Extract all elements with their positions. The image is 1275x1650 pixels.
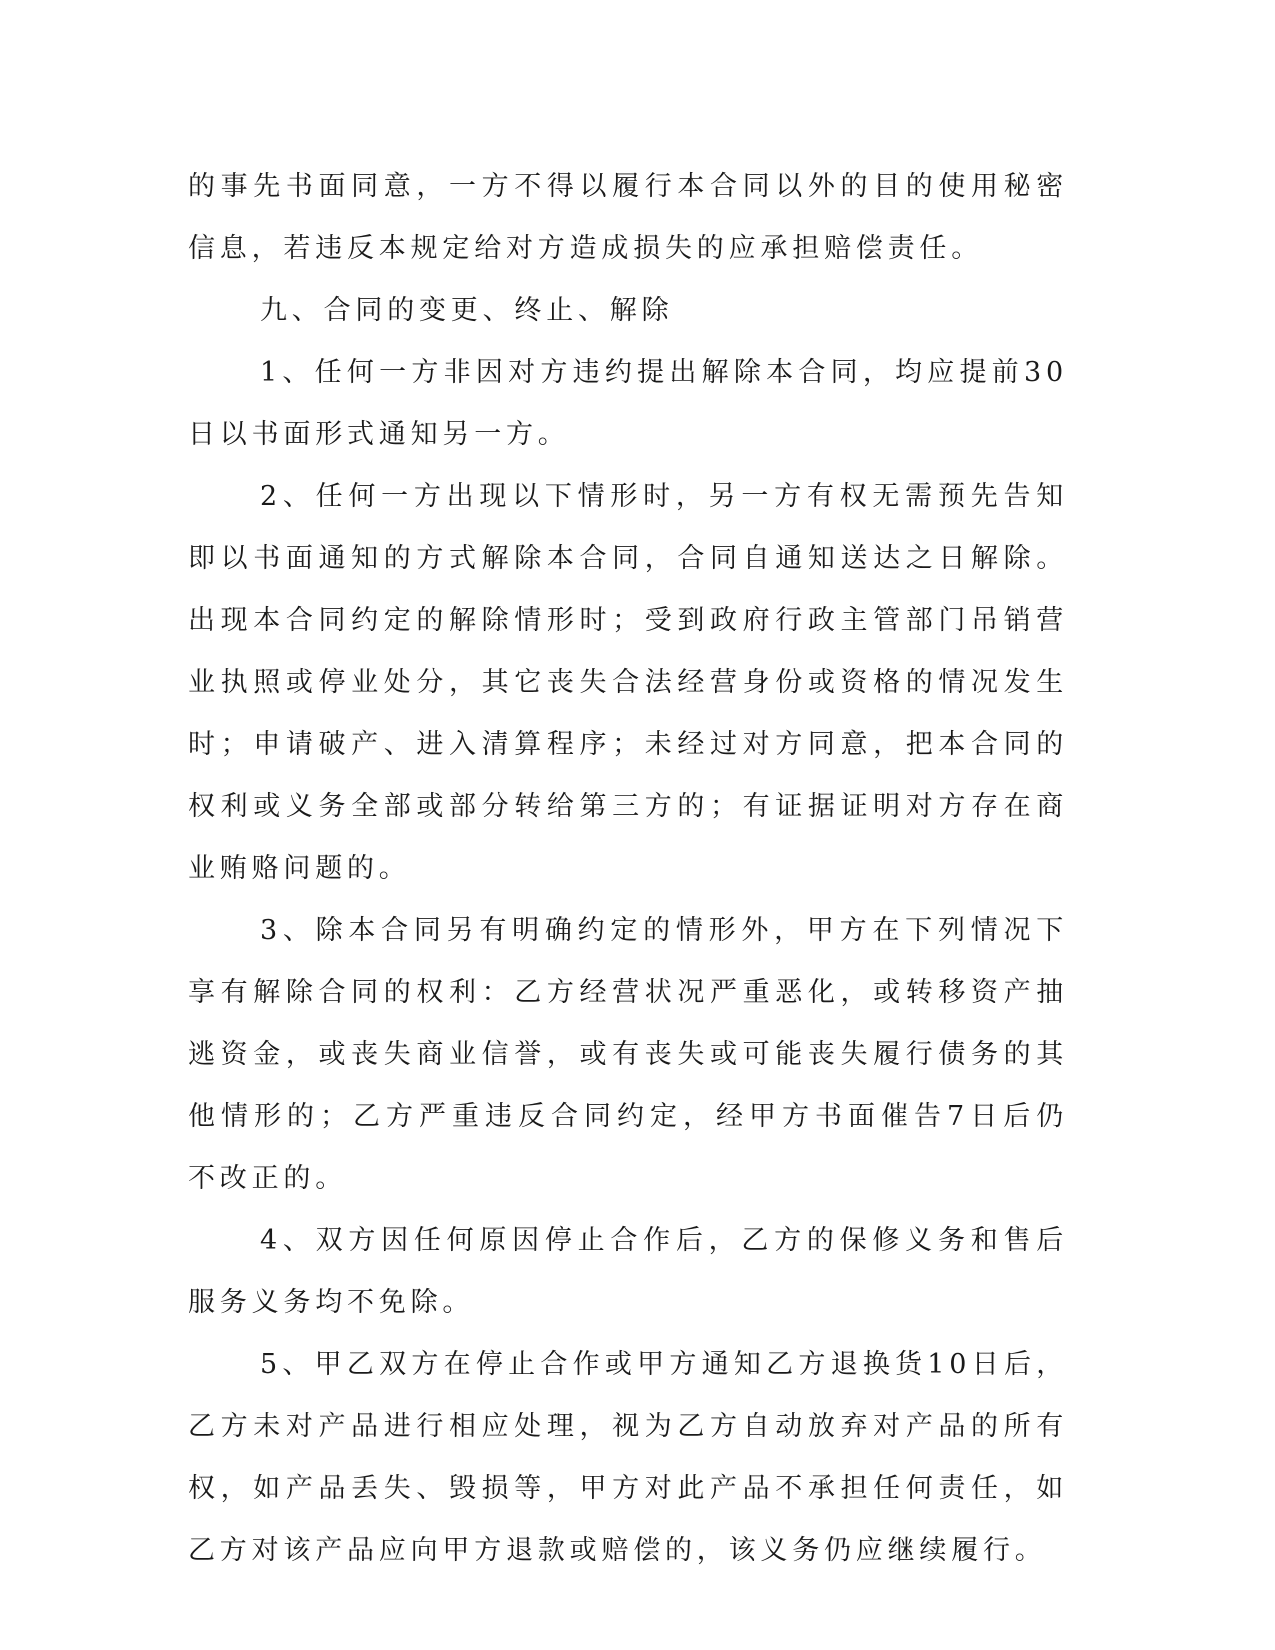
document-body: [188, 156, 1068, 1582]
clause-1: 1、任何一方非因对方违约提出解除本合同，均应提前30日以书面形式通知另一方。: [188, 357, 1068, 450]
section-heading-contract-change-termination: 九、合同的变更、终止、解除: [260, 295, 674, 326]
clause-2: 2、任何一方出现以下情形时，另一方有权无需预先告知即以书面通知的方式解除本合同，合同自通知送达之日解除。出现本合同约定的解除情形时；受到政府行政主管部门吊销营业执照或停业处分，其它丧失合法经营身份或资格的情况发生时；申请破产、进入清算程序；未经过对方同意，把本合同的权利或义务全部或部分转给第三方的；有证据证明对方存在商业贿赂问题的。: [188, 481, 1068, 884]
paragraph-confidentiality-continued: 的事先书面同意，一方不得以履行本合同以外的目的使用秘密信息，若违反本规定给对方造成损失的应承担赔偿责任。: [188, 171, 1068, 264]
clause-3: 3、除本合同另有明确约定的情形外，甲方在下列情况下享有解除合同的权利：乙方经营状况严重恶化，或转移资产抽逃资金，或丧失商业信誉，或有丧失或可能丧失履行债务的其他情形的；乙方严重违反合同约定，经甲方书面催告7日后仍不改正的。: [188, 915, 1068, 1194]
clause-5: 5、甲乙双方在停止合作或甲方通知乙方退换货10日后，乙方未对产品进行相应处理，视为乙方自动放弃对产品的所有权，如产品丢失、毁损等，甲方对此产品不承担任何责任，如乙方对该产品应向甲方退款或赔偿的，该义务仍应继续履行。: [188, 1349, 1068, 1566]
clause-4: 4、双方因任何原因停止合作后，乙方的保修义务和售后服务义务均不免除。: [188, 1225, 1068, 1318]
